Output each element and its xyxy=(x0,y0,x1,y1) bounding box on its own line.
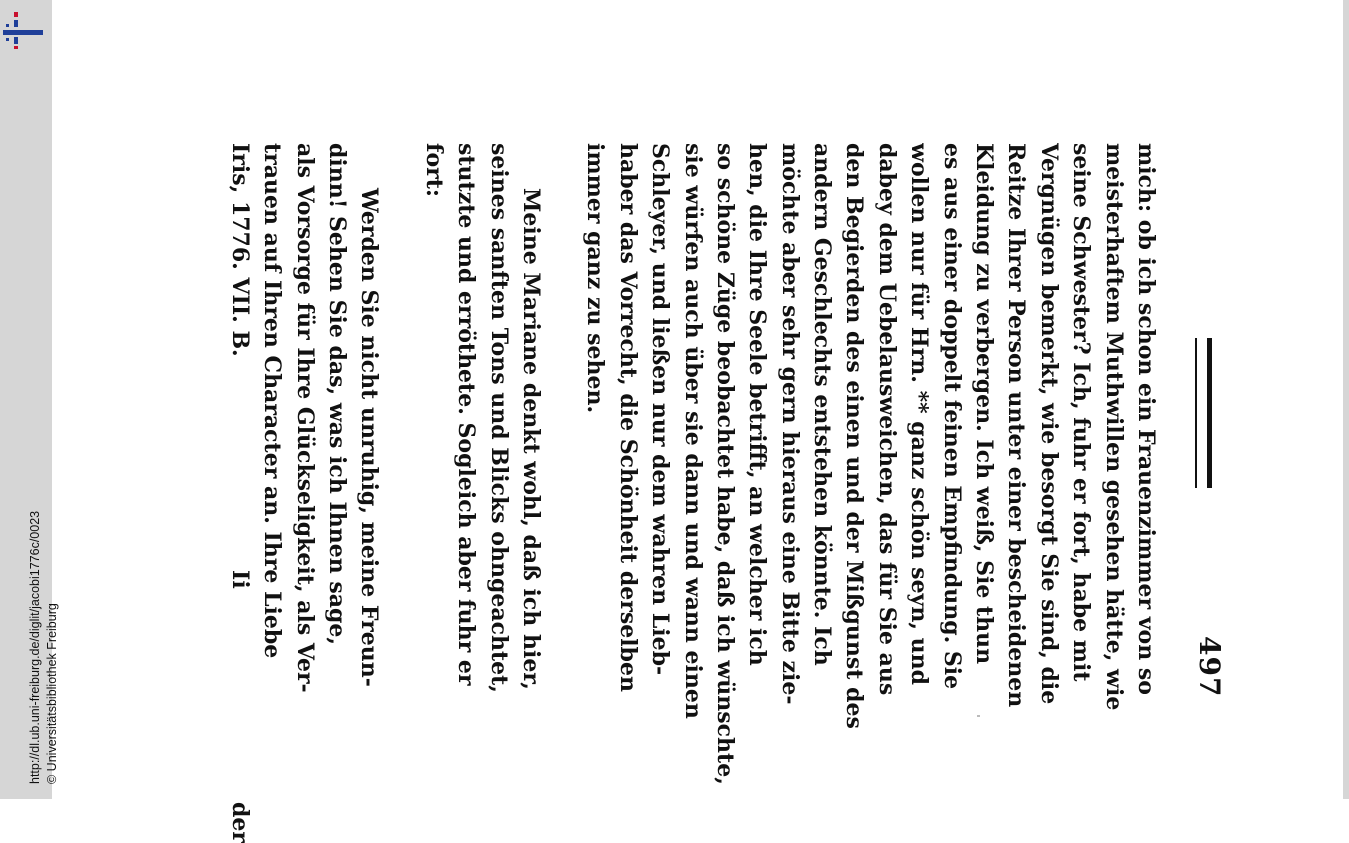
header-rule xyxy=(1195,338,1212,488)
text-line: so schöne Züge beobachtet habe, daß ich wünschte, xyxy=(711,143,738,785)
text-line: dinn! Sehen Sie das, was ich Ihnen sage, xyxy=(324,143,351,646)
text-line: mich: ob ich schon ein Frauenzimmer von so xyxy=(1133,143,1159,695)
text-line: seine Schwester? Ich, fuhr er fort, habe mit xyxy=(1068,143,1095,682)
text-line: sie würfen auch über sie dann und wann einen xyxy=(679,143,706,719)
text-line: den Begierden des einen und der Mißgunst des xyxy=(841,143,868,729)
text-line: stutzte und erröthete. Sogleich aber fuhr er xyxy=(453,143,480,686)
text-line: Werden Sie nicht unruhig, meine Freun- xyxy=(356,188,383,687)
ub-freiburg-logo-icon xyxy=(2,6,44,50)
text-line: Vergnügen bemerkt, wie besorgt Sie sind, die xyxy=(1035,143,1062,705)
text-line: trauen auf Ihren Character an. Ihre Liebe xyxy=(259,143,286,659)
gathering-mark: Ii xyxy=(226,570,253,589)
copyright-notice: © Universitätsbibliothek Freiburg xyxy=(45,603,59,784)
right-border xyxy=(1343,0,1349,799)
signature-mark: Iris, 1776. VII. B. xyxy=(226,143,253,357)
scanned-page xyxy=(200,8,1240,843)
text-line: es aus einer doppelt feinen Empfindung. Sie xyxy=(938,143,965,690)
source-url[interactable]: http://dl.ub.uni-freiburg.de/diglit/jacobi1776c/0023 xyxy=(28,510,42,784)
text-line: Reitze Ihrer Person unter einer bescheidenen xyxy=(1003,143,1030,708)
text-line: haber das Vorrecht, die Schönheit derselben xyxy=(614,143,641,692)
text-line: fort: xyxy=(420,143,447,198)
page-footer xyxy=(223,143,255,843)
text-line: seines sanften Tons und Blicks ohngeachtet, xyxy=(485,143,512,693)
text-line: andern Geschlechts entstehen könnte. Ich xyxy=(809,143,836,666)
text-line: dabey dem Uebelausweichen, das für Sie aus xyxy=(873,143,900,696)
sidebar-credits xyxy=(27,511,61,784)
text-line: als Vorsorge für Ihre Glückseligkeit, als Ver- xyxy=(291,143,318,693)
page-text xyxy=(223,143,1162,843)
text-line: Kleidung zu verbergen. Ich weiß, Sie thun xyxy=(971,143,998,665)
text-line: Schleyer, und ließen nur dem wahren Lieb- xyxy=(647,143,674,676)
text-line: hen, die Ihre Seele betrifft, an welcher ich xyxy=(744,143,771,666)
scan-speck xyxy=(977,715,980,717)
text-line: immer ganz zu sehen. xyxy=(582,143,609,414)
left-sidebar xyxy=(0,0,59,799)
text-line: Meine Mariane denkt wohl, daß ich hier, xyxy=(517,188,544,690)
catchword: der xyxy=(226,802,253,843)
text-line: wollen nur für Hrn. ** ganz schön seyn, und xyxy=(906,143,933,686)
text-line: meisterhaftem Muthwillen gesehen hätte, wie xyxy=(1100,143,1127,711)
text-line: möchte aber sehr gern hieraus eine Bitte zie- xyxy=(776,143,803,705)
page-number: 497 xyxy=(1193,636,1226,698)
